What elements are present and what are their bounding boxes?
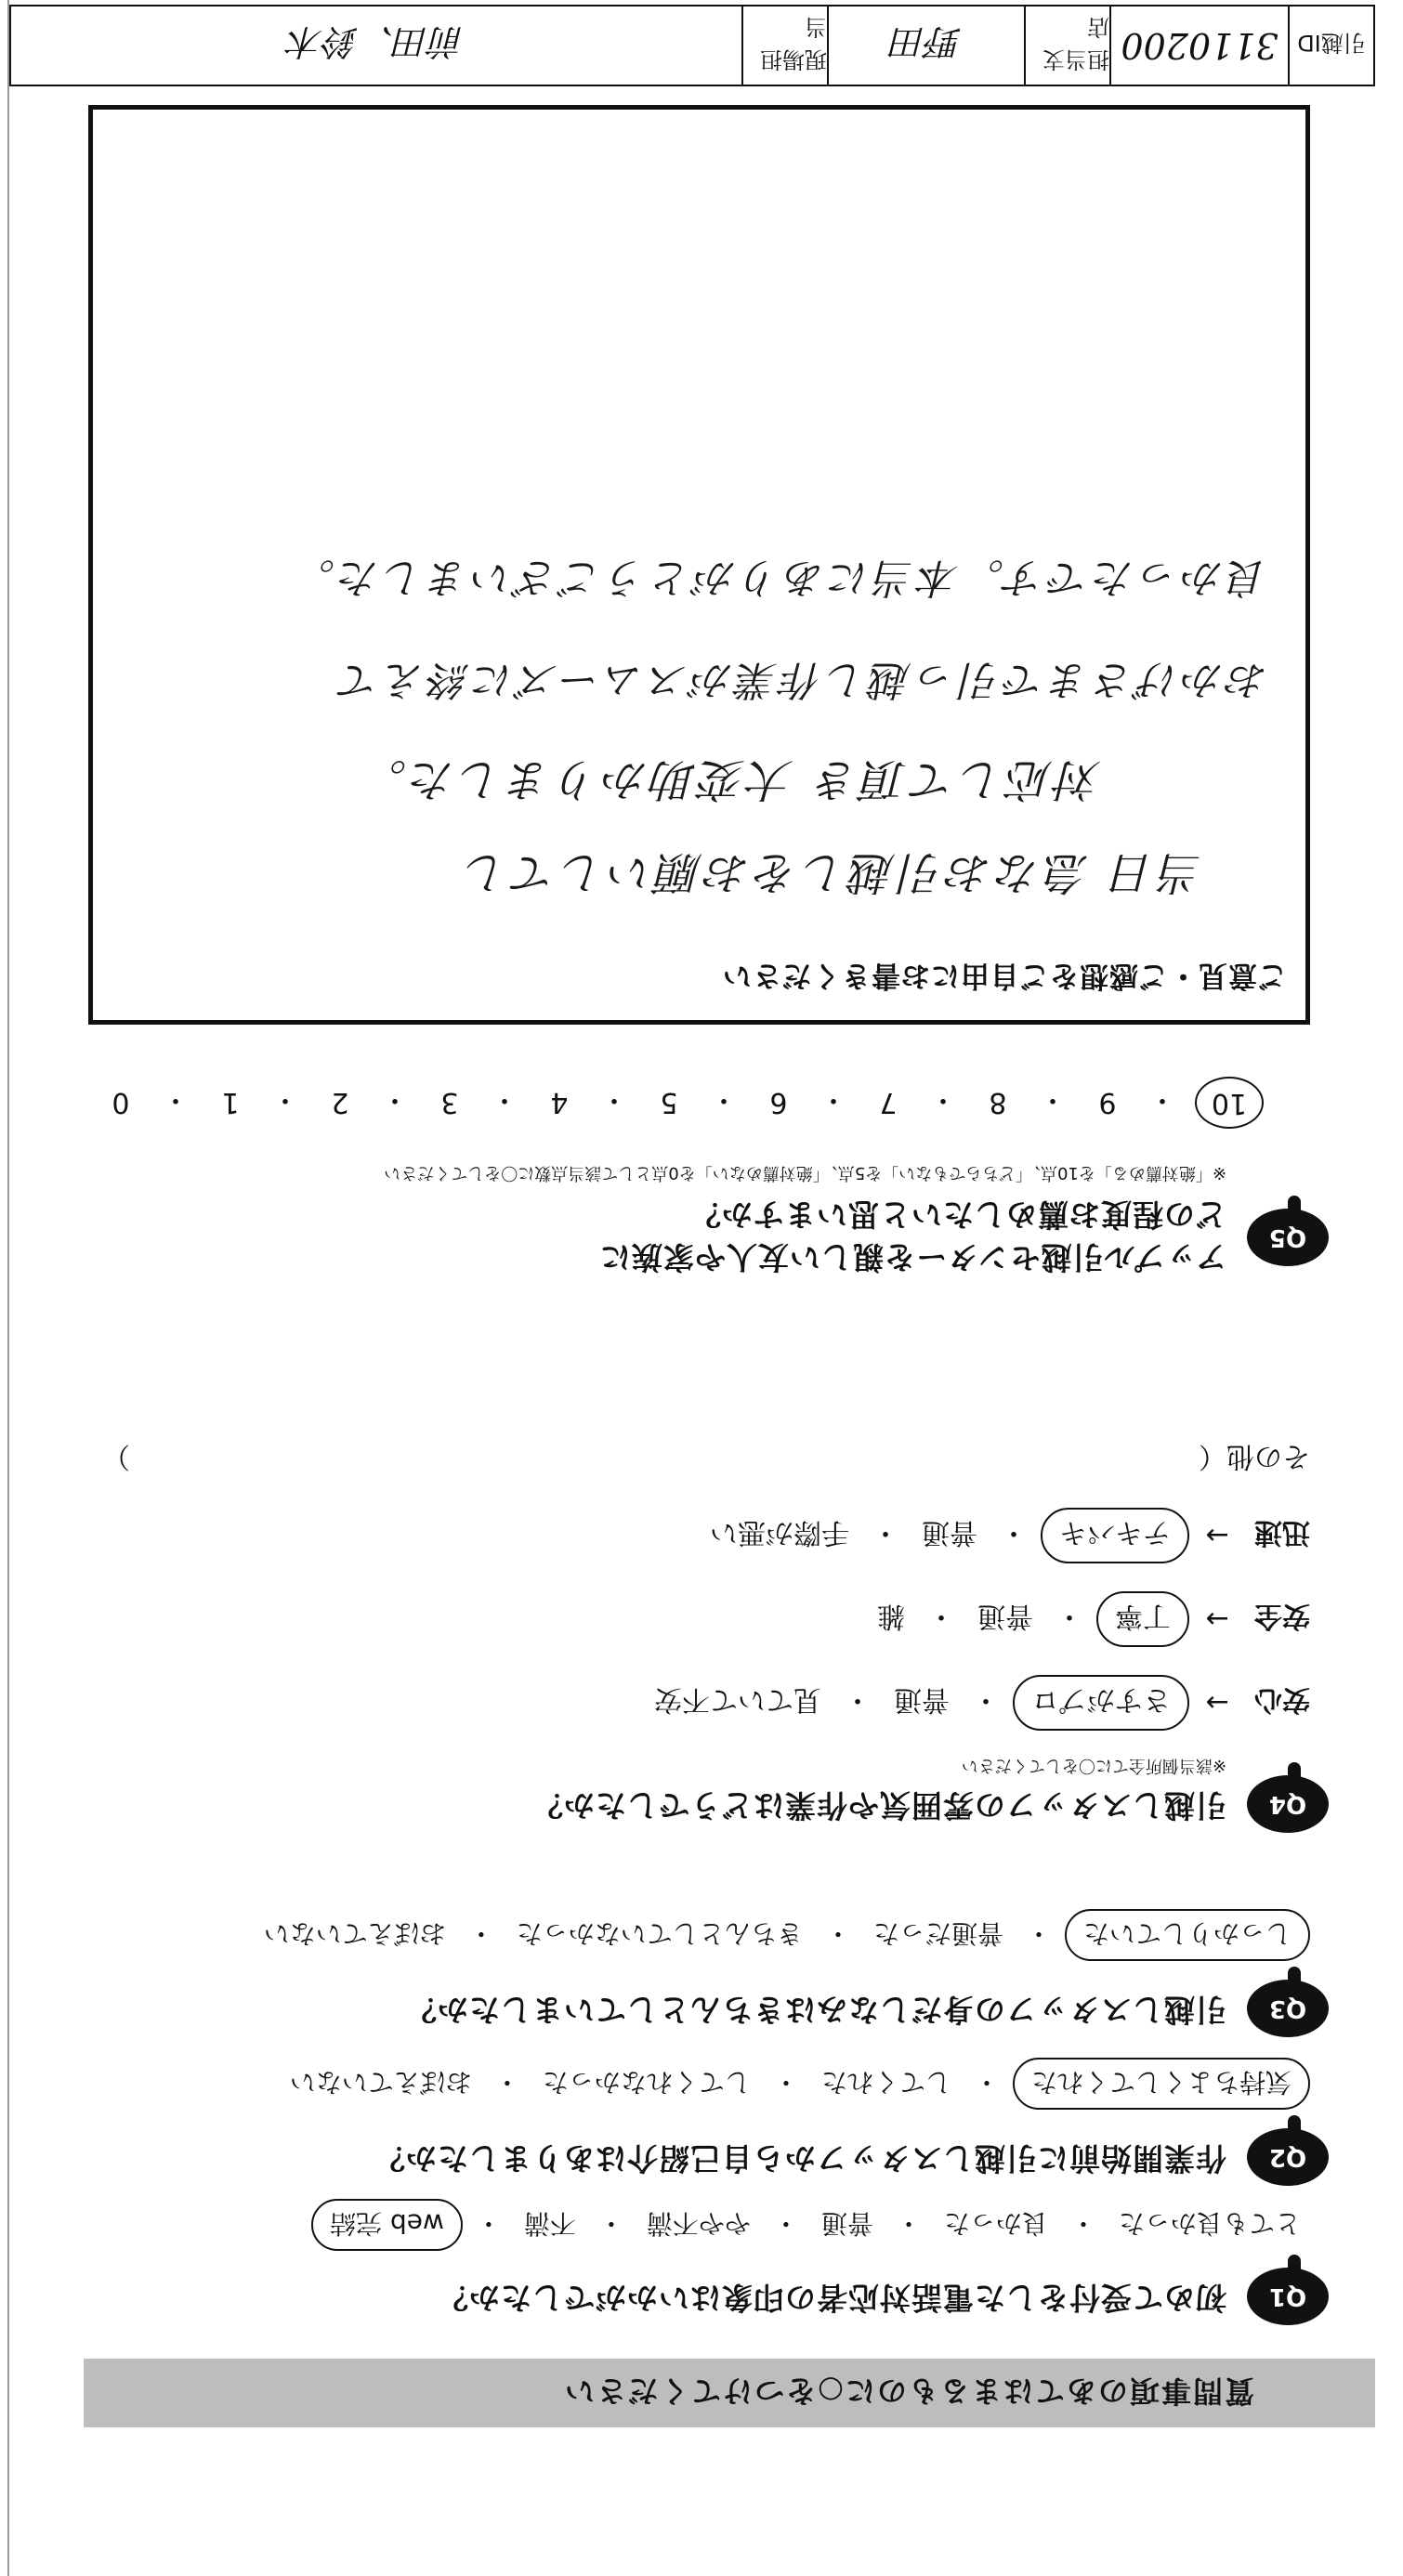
- staff-info-table: [9, 5, 1375, 86]
- q3-option[interactable]: きちんとしていなかった: [516, 1918, 803, 1949]
- q2-option[interactable]: してくれた: [820, 2067, 951, 2098]
- q3-options: しっかりしていた ・ 普通だった ・ きちんとしていなかった ・ おぼえていない: [255, 1909, 1310, 1961]
- q3-option[interactable]: おぼえていない: [263, 1918, 446, 1949]
- q4-option[interactable]: 普通: [922, 1516, 977, 1549]
- q2-title: 作業開始前に引越しスタッフから自己紹介はありましたか？: [374, 2140, 1226, 2177]
- q4-row-anzen: 安全 → 丁寧 ・ 普通 ・ 雑: [868, 1591, 1310, 1647]
- comment-line: おかげさまで引っ越し作業がスムーズに終えて: [335, 656, 1268, 703]
- q3-title: 引越しスタッフの身だしなみはきちんとしていましたか？: [405, 1992, 1226, 2028]
- scan-edge-line: [7, 0, 9, 2576]
- q4-option-selected[interactable]: テキパキ: [1041, 1508, 1189, 1563]
- q4-other-label: その他（: [1199, 1440, 1310, 1472]
- comment-title: ご意見・ご感想をご自由にお書きください: [722, 959, 1287, 992]
- q1-title: 初めて受付をした電話対応者の印象はいかがでしたか？: [437, 2280, 1226, 2316]
- q4-option[interactable]: 見ていて不安: [654, 1683, 821, 1716]
- q5-score[interactable]: 0: [111, 1086, 130, 1119]
- q5-score[interactable]: 9: [1098, 1086, 1117, 1119]
- q5-badge: Q5: [1247, 1209, 1329, 1266]
- q4-row-other: [102, 1439, 1310, 1480]
- q5-score[interactable]: 7: [879, 1086, 898, 1119]
- q4-other-close: ）: [102, 1440, 130, 1472]
- leader-label: 現場担当: [741, 7, 827, 85]
- q3-badge: Q3: [1247, 1980, 1329, 2037]
- q5-title-line1: アップル引越センターを親しい友人や家族に: [598, 1239, 1226, 1275]
- q1-option[interactable]: 普通: [820, 2208, 873, 2239]
- q1-option[interactable]: やや不満: [646, 2208, 751, 2239]
- q1-option[interactable]: とても良かった: [1118, 2208, 1301, 2239]
- q4-row-anshin: 安心 → さすがプロ ・ 普通 ・ 見ていて不安: [645, 1675, 1310, 1731]
- instruction-text: 質問事項のあてはまるものに○をつけてください: [563, 2373, 1254, 2409]
- comment-line: 対応して頂き 大変助かりました。: [358, 753, 1101, 805]
- q5-note: ※「絶対薦める」を10点、「どちらでもない」を5点、「絶対薦めない」を0点として該当点数に〇をしてください: [384, 1163, 1226, 1183]
- q5-score-selected[interactable]: 10: [1195, 1077, 1264, 1129]
- q4-option[interactable]: 普通: [977, 1600, 1033, 1632]
- q4-option[interactable]: 雑: [877, 1600, 905, 1632]
- branch-label: 担当支店: [1024, 7, 1109, 85]
- q5-score[interactable]: 6: [769, 1086, 788, 1119]
- branch-value: 野田: [827, 7, 1024, 85]
- q2-option[interactable]: おぼえていない: [289, 2067, 472, 2098]
- q5-score[interactable]: 4: [550, 1086, 569, 1119]
- question-2: [65, 2046, 1329, 2186]
- q3-option[interactable]: 普通だった: [872, 1918, 1003, 1949]
- comment-line: 良かったです。本当にありがとうございました。: [290, 554, 1268, 601]
- q3-option-selected[interactable]: しっかりしていた: [1065, 1909, 1310, 1961]
- q2-option-selected[interactable]: 気持ちよくしてくれた: [1013, 2058, 1310, 2110]
- id-value: 3110200: [1109, 7, 1288, 85]
- leader-value: 前田、鈴木: [288, 21, 465, 63]
- q2-options: 気持ちよくしてくれた ・ してくれた ・ してくれなかった ・ おぼえていない: [281, 2058, 1310, 2110]
- q4-option[interactable]: 普通: [894, 1683, 950, 1716]
- q4-title: 引越しスタッフの雰囲気や作業はどうでしたか？: [531, 1787, 1226, 1824]
- q1-option[interactable]: 不満: [523, 2208, 576, 2239]
- instruction-band: [84, 2359, 1375, 2427]
- q4-note: ※該当個所全てに〇をしてください: [961, 1756, 1226, 1775]
- question-5: [65, 1043, 1329, 1285]
- q4-row-jinsoku: 迅速 → テキパキ ・ 普通 ・ 手際が悪い: [701, 1508, 1310, 1563]
- q5-title-line2: どの程度お薦めしたいと思いますか？: [689, 1196, 1226, 1233]
- q5-score[interactable]: 5: [660, 1086, 678, 1119]
- question-3: [65, 1898, 1329, 2037]
- q1-option-selected[interactable]: web 完結: [311, 2199, 463, 2251]
- q5-score[interactable]: 8: [989, 1086, 1007, 1119]
- q5-scale: 10 ・ 9 ・ 8 ・ 7 ・ 6 ・ 5 ・ 4 ・ 3 ・ 2 ・ 1 ・ 0: [98, 1077, 1264, 1129]
- question-1: [65, 2195, 1329, 2325]
- q5-score[interactable]: 3: [440, 1086, 459, 1119]
- q5-score[interactable]: 1: [221, 1086, 240, 1119]
- q1-option[interactable]: 良かった: [943, 2208, 1048, 2239]
- q2-option[interactable]: してくれなかった: [542, 2067, 751, 2098]
- q5-score[interactable]: 2: [331, 1086, 349, 1119]
- q1-badge: Q1: [1247, 2268, 1329, 2325]
- question-4: [65, 1406, 1329, 1833]
- id-label: 引越ID: [1288, 7, 1373, 85]
- q4-option-selected[interactable]: さすがプロ: [1013, 1675, 1189, 1731]
- comment-box[interactable]: [88, 105, 1310, 1025]
- comment-line: 当日 急なお引越しをお願いしてし: [460, 846, 1203, 898]
- q1-options: とても良かった ・ 良かった ・ 普通 ・ やや不満 ・ 不満 ・ web 完結: [311, 2199, 1310, 2251]
- q4-option-selected[interactable]: 丁寧: [1096, 1591, 1189, 1647]
- q4-badge: Q4: [1247, 1775, 1329, 1833]
- q4-option[interactable]: 手際が悪い: [710, 1516, 849, 1549]
- q2-badge: Q2: [1247, 2128, 1329, 2186]
